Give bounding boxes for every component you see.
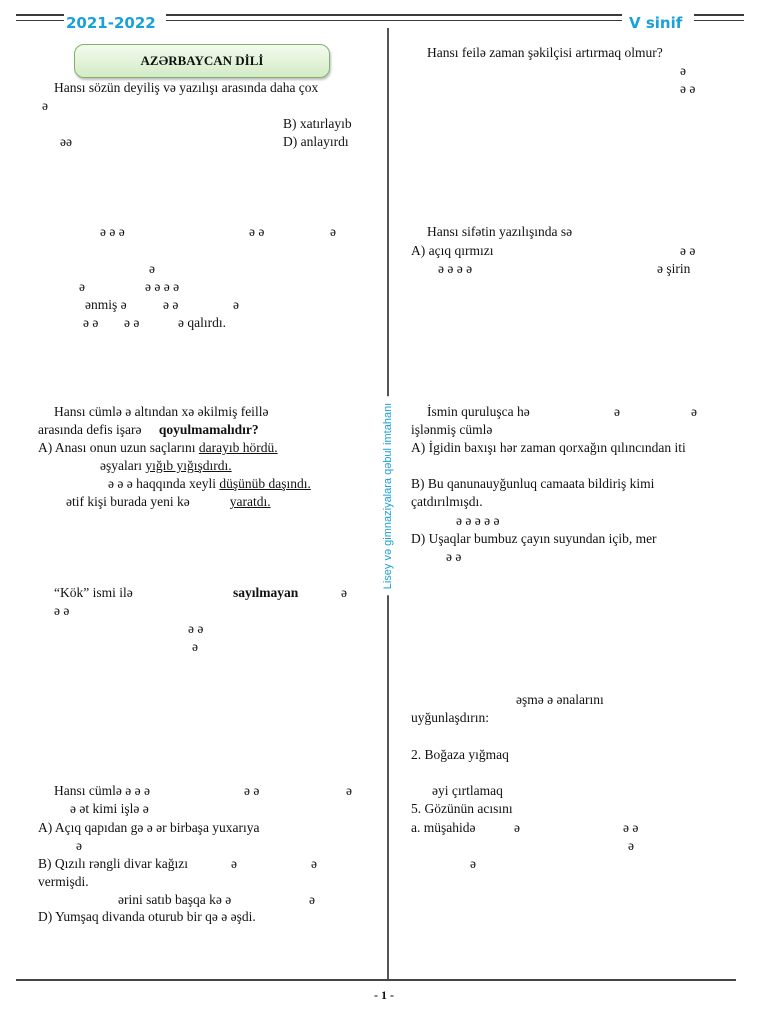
q3-option-d-text: ətif kişi burada yeni kə bbox=[66, 494, 190, 509]
q7-option-a: A) açıq qırmızı bbox=[411, 243, 494, 258]
q3-option-c bbox=[108, 476, 311, 492]
q2-line1-c: ə bbox=[330, 224, 336, 239]
q8-option-d-cont: ə ə bbox=[446, 549, 462, 564]
q2-line3-b: ə ə ə ə bbox=[145, 279, 180, 294]
q9-text-line2: uyğunlaşdırın: bbox=[411, 710, 489, 725]
q9-text-line1: əşmə ə ənalarını bbox=[516, 692, 604, 707]
grade-label: V sinif bbox=[629, 14, 683, 32]
q1-option-b: B) xatırlayıb bbox=[283, 116, 352, 131]
q9-item-a-mid: ə bbox=[514, 820, 520, 835]
q7-text-line2: ə ə bbox=[680, 243, 696, 258]
header-rule-left-bottom bbox=[16, 20, 64, 21]
q2-line5-b: ə ə bbox=[124, 315, 140, 330]
q2-line1-a: ə ə ə bbox=[100, 224, 125, 239]
q6-text-line2: ə bbox=[680, 63, 686, 78]
q5-option-b-cont: vermişdi. bbox=[38, 874, 89, 889]
q5-option-a: A) Açıq qapıdan gə ə ər birbaşa yuxarıya bbox=[38, 820, 260, 835]
q3-text-line2 bbox=[38, 422, 259, 438]
q3-option-d-underlined: yaratdı. bbox=[229, 494, 271, 509]
q4-emphasis: sayılmayan bbox=[233, 585, 299, 600]
q8-option-d: D) Uşaqlar bumbuz çayın suyundan içib, mer bbox=[411, 531, 657, 546]
q8-option-c: ə ə ə ə ə bbox=[456, 513, 500, 528]
q2-line1-b: ə ə bbox=[249, 224, 265, 239]
q8-option-b-cont: çatdırılmışdı. bbox=[411, 494, 483, 509]
q2-line2: ə bbox=[149, 261, 155, 276]
q2-line5-c: ə qalırdı. bbox=[178, 315, 226, 330]
q8-option-b: B) Bu qanunauyğunluq camaata bildiriş kimi bbox=[411, 476, 655, 491]
q7-text-line1: Hansı sifətin yazılışında sə bbox=[427, 224, 573, 239]
q3-option-b-underlined: yığıb yığışdırdı. bbox=[145, 458, 232, 473]
q5-option-c-end: ə bbox=[309, 892, 315, 907]
q3-text-line2-start: arasında defis işarə bbox=[38, 422, 142, 437]
header-rule-mid-bottom bbox=[166, 20, 622, 21]
q6-text-line3: ə ə bbox=[680, 81, 696, 96]
q5-option-c: ərini satıb başqa kə ə bbox=[118, 892, 232, 907]
q7-text-line3-end: ə şirin bbox=[657, 261, 691, 276]
q8-text-line1-a: İsmin quruluşca hə bbox=[427, 404, 530, 419]
q4-text-line4: ə bbox=[192, 639, 198, 654]
q5-text-line1-a: Hansı cümlə ə ə ə bbox=[54, 783, 150, 798]
q5-option-d: D) Yumşaq divanda oturub bir qə ə əşdi. bbox=[38, 909, 256, 924]
q3-option-b bbox=[100, 458, 232, 474]
q9-item-4: əyi çırtlamaq bbox=[432, 783, 503, 798]
q8-text-line1-b: ə bbox=[614, 404, 620, 419]
q4-text-line2: ə ə bbox=[54, 603, 70, 618]
q3-option-a-underlined: darayıb hördü. bbox=[198, 440, 278, 455]
header-rule-right-top bbox=[694, 14, 744, 16]
q3-option-d bbox=[66, 494, 271, 510]
q3-emphasis: qoyulmamalıdır? bbox=[158, 422, 259, 437]
q8-text-line2: işlənmiş cümlə bbox=[411, 422, 493, 437]
q5-option-b-mid: ə bbox=[231, 856, 237, 871]
q6-text-line1: Hansı feilə zaman şəkilçisi artırmaq olmur? bbox=[427, 45, 663, 60]
q9-item-2: 2. Boğaza yığmaq bbox=[411, 747, 509, 762]
q9-item-b: ə bbox=[628, 838, 634, 853]
q5-option-b-end: ə bbox=[311, 856, 317, 871]
q2-line5-a: ə ə bbox=[83, 315, 99, 330]
header-rule-mid-top bbox=[166, 14, 622, 16]
q2-line4-c: ə bbox=[233, 297, 239, 312]
q9-item-a-end: ə ə bbox=[623, 820, 639, 835]
q1-option-d: D) anlayırdı bbox=[283, 134, 349, 149]
exam-year: 2021-2022 bbox=[66, 14, 156, 32]
q3-option-a bbox=[38, 440, 278, 456]
q4-text-line1-c: ə bbox=[341, 585, 347, 600]
q4-text-line3: ə ə bbox=[188, 621, 204, 636]
q1-text-line1: Hansı sözün deyiliş və yazılışı arasında daha çox bbox=[54, 80, 319, 95]
q3-option-a-text: A) Anası onun uzun saçlarını bbox=[38, 440, 199, 455]
q3-text-line1: Hansı cümlə ə altından xə əkilmiş feillə bbox=[54, 404, 269, 419]
q5-text-line2: ə ət kimi işlə ə bbox=[70, 801, 149, 816]
q1-text-line3: əə bbox=[60, 134, 72, 149]
q7-text-line3: ə ə ə ə bbox=[438, 261, 473, 276]
q2-line4-a: ənmiş ə bbox=[85, 297, 127, 312]
exam-side-label: Lisey və gimnaziyalara qəbul imtahanı bbox=[382, 397, 394, 596]
q8-option-a: A) İgidin baxışı hər zaman qorxağın qılıncından iti bbox=[411, 440, 686, 455]
header-rule-left-top bbox=[16, 14, 64, 16]
q5-option-a-cont: ə bbox=[76, 838, 82, 853]
q2-line3-a: ə bbox=[79, 279, 85, 294]
q9-item-5: 5. Gözünün acısını bbox=[411, 801, 513, 816]
header-rule-right-bottom bbox=[694, 20, 744, 21]
q8-text-line1-c: ə bbox=[691, 404, 697, 419]
footer-rule bbox=[16, 979, 736, 981]
q3-option-c-underlined: düşünüb daşındı. bbox=[219, 476, 311, 491]
page-number: - 1 - bbox=[374, 988, 394, 1002]
q5-text-line1-b: ə ə bbox=[244, 783, 260, 798]
q9-item-a: a. müşahidə bbox=[411, 820, 476, 835]
q9-item-c: ə bbox=[470, 856, 476, 871]
q5-option-b: B) Qızılı rəngli divar kağızı bbox=[38, 856, 188, 871]
q1-text-line2: ə bbox=[42, 98, 48, 113]
q5-text-line1-c: ə bbox=[346, 783, 352, 798]
q4-text-line1-a: “Kök” ismi ilə bbox=[54, 585, 133, 600]
q3-option-b-text: əşyaları bbox=[100, 458, 146, 473]
subject-title: AZƏRBAYCAN DİLİ bbox=[74, 44, 330, 78]
q3-option-c-text: ə ə ə haqqında xeyli bbox=[108, 476, 220, 491]
q2-line4-b: ə ə bbox=[163, 297, 179, 312]
